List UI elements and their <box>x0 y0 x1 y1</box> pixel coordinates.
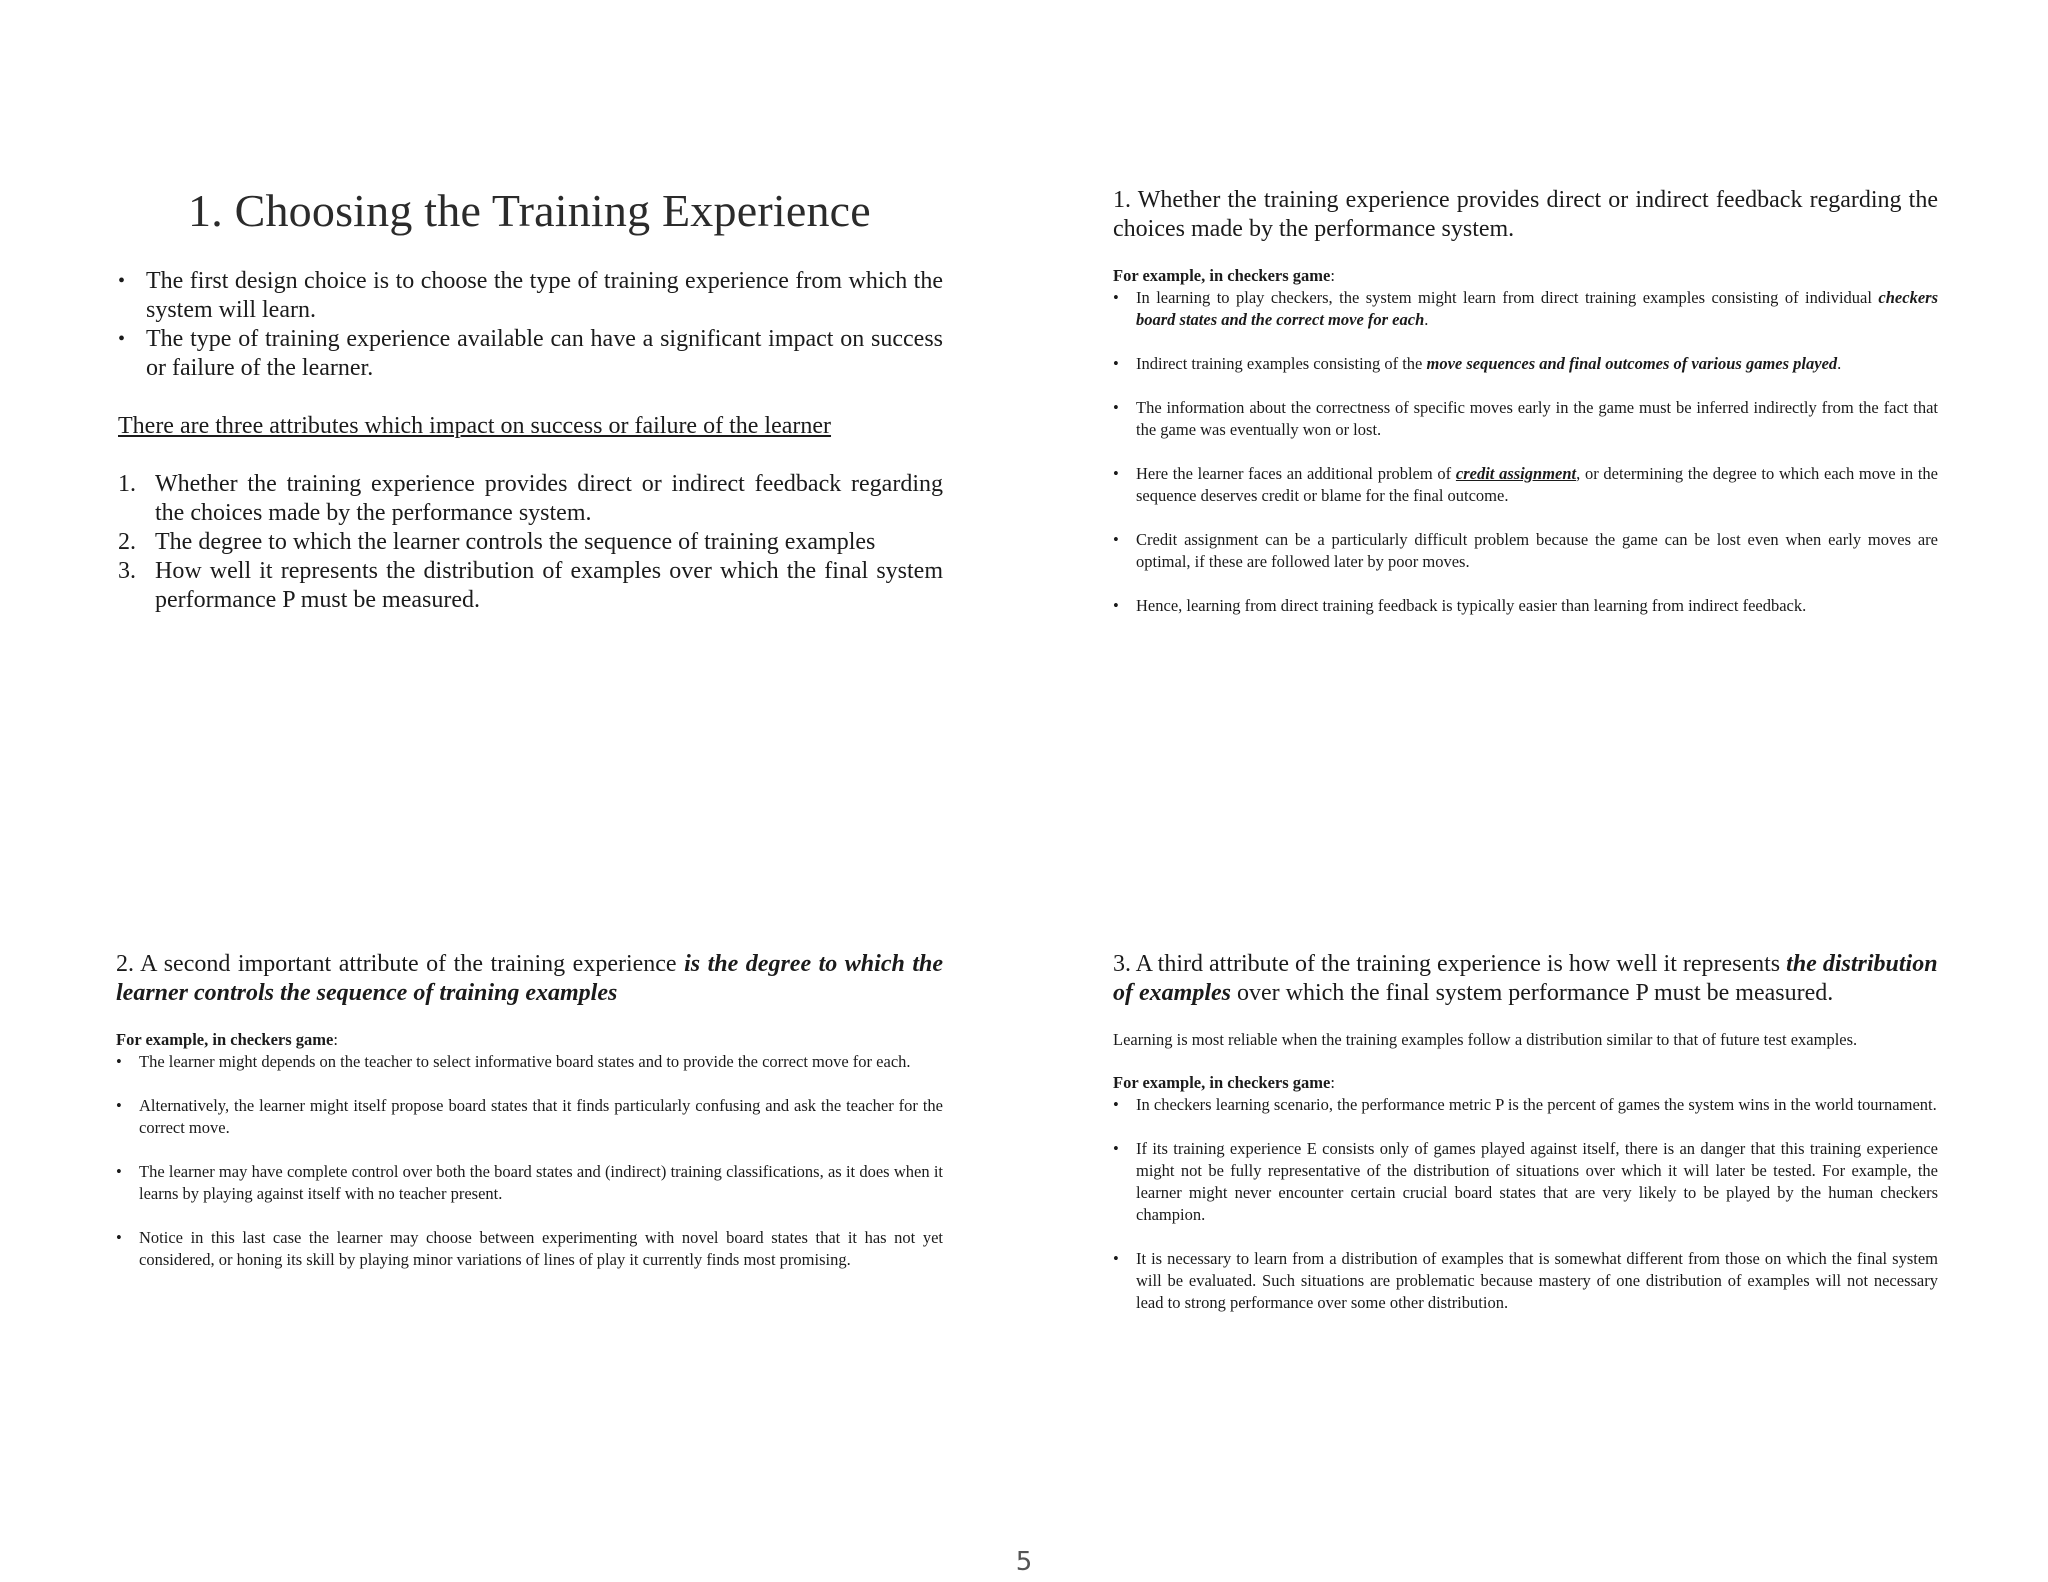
list-item: • In checkers learning scenario, the performance metric P is the percent of games the system wins in the world tournament. <box>1113 1094 1938 1116</box>
list-item <box>118 557 943 615</box>
slide-learner-control <box>116 950 943 1293</box>
attributes-heading: There are three attributes which impact on success or failure of the learner <box>118 413 832 439</box>
list-item <box>118 470 943 528</box>
lead-emphasis: is the degree to which the learner controls the sequence of training examples <box>116 951 943 1006</box>
lead-emphasis: the distribution of examples <box>1113 951 1938 1006</box>
slide-title: 1. Choosing the Training Experience <box>188 185 871 236</box>
lead-text: 2. A second important attribute of the training experience <box>116 951 685 977</box>
page-number: 5 <box>1015 1547 1033 1577</box>
example-heading-bold: For example, in checkers game <box>1113 1073 1331 1092</box>
list-item: • If its training experience E consists only of games played against itself, there is an danger that this training experience might not be fully representative of the distribution of situations over which it will later be tested. For example, the learner might never encounter certain crucial board states that are very likely to be played by the human checkers champion. <box>1113 1138 1938 1226</box>
list-item: • The first design choice is to choose the type of training experience from which the system will learn. <box>118 267 943 325</box>
credit-assignment-term: credit assignment <box>1455 464 1577 483</box>
example-heading-colon: : <box>333 1030 338 1049</box>
item-number: 3. <box>118 558 136 584</box>
item-number: 2. <box>118 529 136 555</box>
item-text: Here the learner faces an additional problem of <box>1136 464 1456 483</box>
list-item <box>1113 287 1938 331</box>
lead-text: 3. A third attribute of the training experience is how well it represents <box>1113 951 1787 977</box>
example-heading <box>116 1029 943 1051</box>
list-item <box>1113 353 1938 375</box>
list-item: • Credit assignment can be a particularly difficult problem because the game can be lost even when early moves are optimal, if these are followed later by poor moves. <box>1113 529 1938 573</box>
example-heading-bold: For example, in checkers game <box>1113 266 1331 285</box>
list-item: • The learner may have complete control over both the board states and (indirect) training classifications, as it does when it learns by playing against itself with no teacher present. <box>116 1161 943 1205</box>
list-item: • It is necessary to learn from a distribution of examples that is somewhat different from those on which the final system will be evaluated. Such situations are problematic because mastery of one distribution of examples will not necessary lead to strong performance over some other distribution. <box>1113 1248 1938 1314</box>
item-text: In learning to play checkers, the system might learn from direct training examples consisting of individual <box>1136 288 1879 307</box>
slide-lead <box>116 950 943 1008</box>
slide-choosing-training-experience <box>118 170 943 615</box>
reliability-paragraph: Learning is most reliable when the training examples follow a distribution similar to that of future test examples. <box>1113 1030 1858 1049</box>
feedback-bullet-list <box>1113 287 1938 617</box>
lead-end: over which the final system performance P must be measured. <box>1230 980 1834 1006</box>
list-item: • Notice in this last case the learner may choose between experimenting with novel board states that it has not yet considered, or honing its skill by playing minor variations of lines of play it currently finds most promising. <box>116 1227 943 1271</box>
example-heading <box>1113 265 1938 287</box>
slide-lead: 1. Whether the training experience provides direct or indirect feedback regarding the choices made by the performance system. <box>1113 187 1938 242</box>
example-heading <box>1113 1072 1938 1094</box>
item-end: . <box>1424 310 1429 329</box>
list-item: • Hence, learning from direct training feedback is typically easier than learning from indirect feedback. <box>1113 595 1938 617</box>
list-item: • Alternatively, the learner might itself propose board states that it finds particularly confusing and ask the teacher for the correct move. <box>116 1095 943 1139</box>
item-number: 1. <box>118 471 136 497</box>
example-heading-bold: For example, in checkers game <box>116 1030 334 1049</box>
slide-direct-indirect-feedback <box>1113 186 1938 639</box>
list-item: • The learner might depends on the teacher to select informative board states and to provide the correct move for each. <box>116 1051 943 1073</box>
list-item <box>1113 463 1938 507</box>
example-heading-colon: : <box>1330 266 1335 285</box>
list-item: • The type of training experience available can have a significant impact on success or failure of the learner. <box>118 325 943 383</box>
item-text: Whether the training experience provides direct or indirect feedback regarding the choices made by the performance system. <box>155 471 943 526</box>
item-end: . <box>1837 354 1842 373</box>
slide-lead <box>1113 950 1938 1008</box>
emphasis-text: move sequences and final outcomes of various games played <box>1426 354 1838 373</box>
control-bullet-list <box>116 1051 943 1271</box>
item-text: The degree to which the learner controls the sequence of training examples <box>155 529 876 555</box>
item-text: Indirect training examples consisting of the <box>1136 354 1427 373</box>
example-heading-colon: : <box>1330 1073 1335 1092</box>
attributes-list <box>118 470 943 615</box>
distribution-bullet-list <box>1113 1094 1938 1314</box>
emphasis-text: checkers board states and the correct move for each <box>1136 288 1938 329</box>
list-item <box>118 528 943 557</box>
item-end: , or determining the degree to which each move in the sequence deserves credit or blame for the final outcome. <box>1136 464 1939 505</box>
intro-bullet-list <box>118 267 943 383</box>
list-item: • The information about the correctness of specific moves early in the game must be inferred indirectly from the fact that the game was eventually won or lost. <box>1113 397 1938 441</box>
slide-distribution-of-examples <box>1113 950 1938 1336</box>
item-text: How well it represents the distribution of examples over which the final system performance P must be measured. <box>155 558 943 613</box>
